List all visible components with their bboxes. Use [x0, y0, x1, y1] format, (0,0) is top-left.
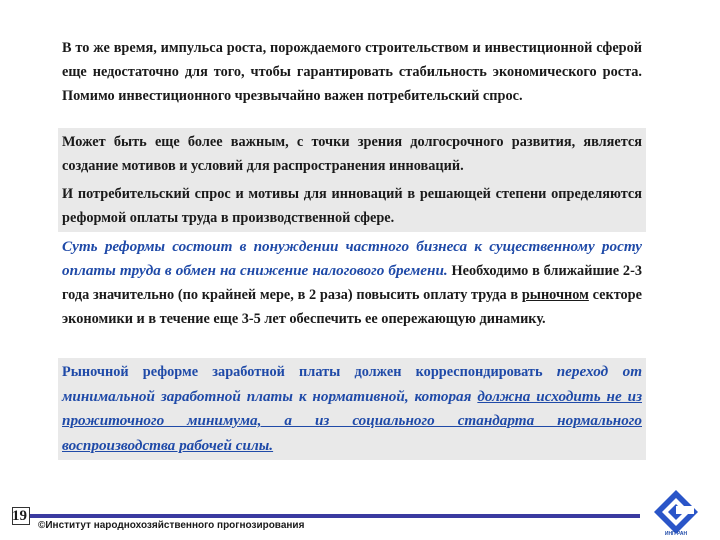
paragraph-5	[58, 358, 646, 460]
logo-caption: ИНП РАН	[664, 531, 688, 536]
paragraph-4	[62, 235, 642, 331]
paragraph-5-text-c: , которая	[404, 387, 478, 405]
paragraph-3: И потребительский спрос и мотивы для инноваций в решающей степени определяются реформой оплаты труда в производственной сфере.	[58, 180, 646, 232]
minimum-wage-transition-text: переход от минимальной заработной платы к нормативной	[62, 363, 643, 405]
page-number: 19	[12, 508, 27, 524]
institute-footer: ©Институт народнохозяйственного прогнозирования	[38, 520, 305, 531]
market-sector-word: рыночном	[521, 287, 589, 303]
footer-rule	[22, 514, 640, 518]
reform-essence-text: Суть реформы состоит в понуждении частного бизнеса к существенному росту оплаты труда в обмен на снижение налогового бремени.	[62, 238, 642, 279]
paragraph-2: Может быть еще более важным, с точки зрения долгосрочного развития, является создание мотивов и условий для распространения инноваций.	[58, 128, 646, 180]
paragraph-5-text-a: Рыночной реформе заработной платы должен корреспондировать	[62, 364, 557, 380]
paragraph-4-text-b: секторе экономики и в течение еще 3-5 лет обеспечить ее опережающую динамику.	[62, 287, 642, 327]
institute-logo-icon	[648, 486, 704, 536]
paragraph-4-text-a: Необходимо в ближайшие 2-3 года значительно (по крайней мере, в 2 раза) повысить оплату труда в	[62, 263, 642, 303]
paragraph-1: В то же время, импульса роста, порождаемого строительством и инвестиционной сферой еще недостаточно для того, чтобы гарантировать стабильность экономического роста. Помимо инвестиционного чрезвычайно важен потребительский спрос.	[62, 40, 642, 104]
social-standard-text: должна исходить не из прожиточного минимума, а из социального стандарта нормального воспроизводства рабочей силы.	[62, 387, 642, 454]
